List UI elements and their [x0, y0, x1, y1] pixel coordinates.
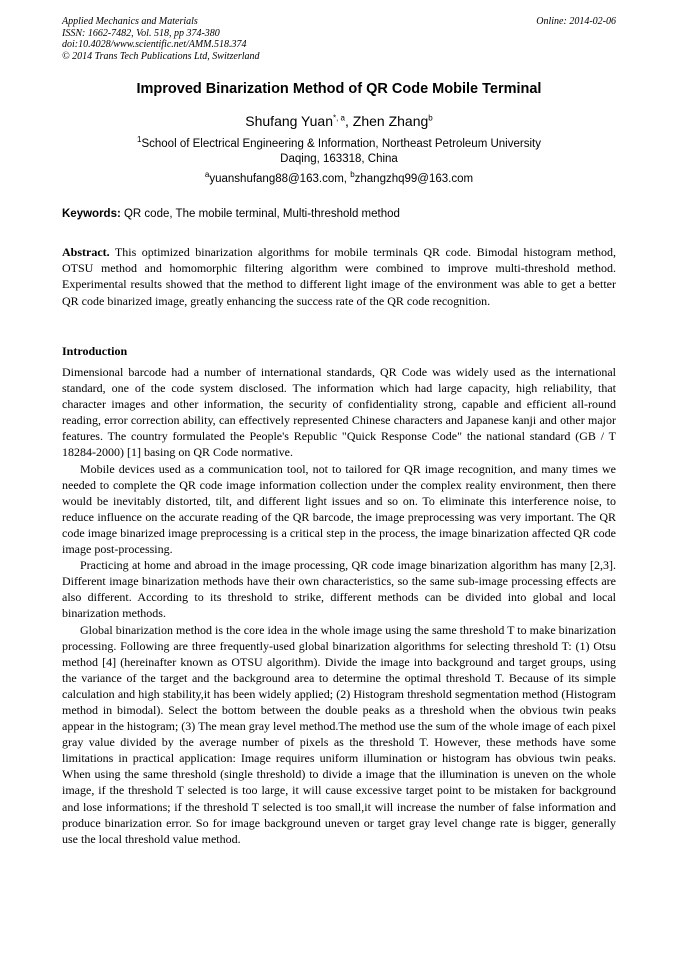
abstract-label: Abstract. [62, 245, 110, 259]
email-b[interactable]: zhangzhq99@163.com [354, 173, 474, 185]
paragraph: Practicing at home and abroad in the image processing, QR code image binarization algorithm has many [2,3]. Different image binarization methods have their own characteristics, so the same sub-image processing effects are also different. According to its threshold to strike, different methods can be divided into global and local binarization methods. [62, 558, 616, 621]
introduction-body [62, 364, 616, 847]
affiliation-marker: 1 [137, 135, 142, 145]
author-1: Shufang Yuan [245, 113, 333, 129]
email-b-marker: b [350, 170, 355, 180]
online-date: Online: 2014-02-06 [536, 16, 616, 27]
author-2: Zhen Zhang [352, 113, 429, 129]
section-heading-introduction: Introduction [62, 344, 128, 358]
author-line [62, 113, 616, 129]
author-1-marker: *, a [332, 113, 345, 123]
abstract [62, 244, 616, 309]
email-a[interactable]: yuanshufang88@163.com, [209, 173, 351, 185]
affiliation [62, 137, 616, 167]
email-a-marker: a [204, 170, 210, 180]
copyright-line: © 2014 Trans Tech Publications Ltd, Switzerland [62, 50, 260, 62]
paragraph: Global binarization method is the core idea in the whole image using the same threshold T to make binarization processing. Following are three frequently-used global binarization algorithms for selecting threshold T: (1) Otsu method [4] (hereinafter known as OTSU algorithm). Divide the image into background and target groups, using the variance of the target and the background area to determine the optimal threshold T. Because of its simple calculation and high stability,it has been widely applied; (2) Histogram threshold segmentation method (Histogram method in bimodal). Select the bottom between the double peaks as a threshold when the obvious twin peaks appear in the histogram; (3) The mean gray level method.The method use the sum of the whole image of each pixel gray value divided by the average number of pixels as the threshold T. However, these methods have some limitations in practical application: Image requires uniform illumination or histogram has obvious twin peaks. When using the same threshold (single threshold) to divide a image that the illumination is uneven on the whole image, if the threshold T selected is too large, it will cause excessive target point to be mistaken for background and lose informations; if the threshold T selected is too small,it will increase the number of false information and produce binarization error. So for image background uneven or target gray level change rate is bigger, generally use the local threshold value method. [62, 622, 616, 846]
issn-line: ISSN: 1662-7482, Vol. 518, pp 374-380 [62, 27, 220, 39]
paragraph: Mobile devices used as a communication tool, not to tailored for QR image recognition, and many times we needed to complete the QR code image information collection under the complex reality environment, then there would be inevitably distorted, tilt, and different light issues and so on. To eliminate this interference noise, to reduce influence on the accurate reading of the QR barcode, the image preprocessing was very important. The QR code image binarized image preprocessing is a critical step in the process, the image binarization affected QR code image post-processing. [62, 461, 616, 557]
keywords-text: QR code, The mobile terminal, Multi-threshold method [120, 208, 400, 220]
email-line [62, 170, 616, 185]
keywords [62, 208, 616, 220]
affiliation-line-1: School of Electrical Engineering & Information, Northeast Petroleum University [141, 138, 541, 150]
paper-title: Improved Binarization Method of QR Code Mobile Terminal [136, 81, 542, 97]
abstract-text: This optimized binarization algorithms for mobile terminals QR code. Bimodal histogram method, OTSU method and homomorphic filtering algorithm were combined to improve multi-threshold method. Experimental results showed that the method to different light image of the environment was able to get a better QR code binarized image, greatly enhancing the success rate of the QR code recognition. [62, 245, 616, 308]
author-separator: , [345, 113, 353, 129]
paragraph: Dimensional barcode had a number of international standards, QR Code was widely used as the international standard, one of the code system disclosed. The information which had large capacity, high reliability, that character images and other information, the security of confidentiality strong, capable and efficient all-round reading, error correction ability, can effectively represented Chinese characters and Japanese kanji and other major features. The country formulated the People's Republic "Quick Response Code" the national standard (GB / T 18284-2000) [1] basing on QR Code normative. [62, 365, 616, 460]
author-2-marker: b [428, 113, 433, 123]
affiliation-line-2: Daqing, 163318, China [280, 153, 398, 165]
doi-line: doi:10.4028/www.scientific.net/AMM.518.374 [62, 39, 247, 50]
journal-header [62, 16, 616, 62]
keywords-label: Keywords: [62, 208, 121, 220]
journal-name: Applied Mechanics and Materials [62, 16, 198, 27]
